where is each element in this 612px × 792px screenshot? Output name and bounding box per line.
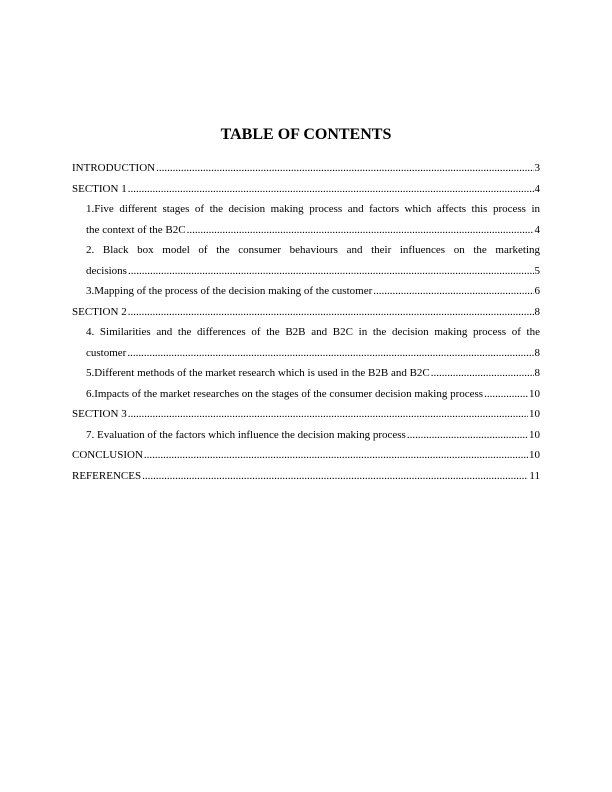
toc-entry-text: SECTION 1	[72, 182, 127, 195]
toc-entry-text: CONCLUSION	[72, 449, 143, 461]
toc-page-number: 10	[529, 408, 540, 420]
dot-leader	[127, 343, 533, 364]
toc-page-number: 10	[529, 428, 540, 441]
dot-leader	[144, 445, 528, 466]
toc-page-number: 8	[534, 305, 540, 318]
toc-entry-section-2[interactable]	[72, 302, 540, 323]
toc-entry-text: decisions	[86, 264, 127, 277]
toc-entry-section-3[interactable]	[72, 404, 540, 425]
toc-entry-text: INTRODUCTION	[72, 162, 156, 174]
toc-entry-text: 6.Impacts of the market researches on the stages of the consumer decision making process	[86, 387, 484, 400]
dot-leader	[407, 425, 528, 446]
dot-leader	[142, 466, 528, 487]
toc-page-number: 10	[529, 449, 540, 461]
dot-leader	[128, 179, 534, 200]
dot-leader	[187, 220, 534, 241]
dot-leader	[128, 261, 534, 282]
toc-entry-5[interactable]	[72, 363, 540, 384]
toc-entry-text: REFERENCES	[72, 469, 142, 482]
toc-entry-conclusion[interactable]	[72, 445, 540, 466]
toc-page-number: 3	[534, 162, 540, 174]
toc-page-number: 6	[534, 285, 540, 297]
toc-entry-references[interactable]	[72, 466, 540, 487]
toc-entry-text: 3.Mapping of the process of the decision making of the customer	[86, 285, 373, 297]
toc-entry-introduction[interactable]	[72, 158, 540, 179]
toc-entry-1[interactable]	[72, 199, 540, 240]
toc-entry-text: customer	[86, 346, 127, 359]
toc-page-number: 4	[534, 182, 540, 195]
toc-title: TABLE OF CONTENTS	[220, 126, 392, 143]
toc-entry-text: 5.Different methods of the market research which is used in the B2B and B2C	[86, 367, 430, 379]
dot-leader	[156, 158, 533, 179]
dot-leader	[128, 404, 528, 425]
toc-page-number: 10	[529, 387, 540, 400]
toc-entry-4[interactable]	[72, 322, 540, 363]
toc-entry-section-1[interactable]	[72, 179, 540, 200]
toc-entry-text: 7. Evaluation of the factors which influence the decision making process	[86, 428, 406, 441]
toc-entry-text: the context of the B2C	[86, 223, 186, 236]
toc-entry-7[interactable]	[72, 425, 540, 446]
toc-entry-text-line1: 2. Black box model of the consumer behaviours and their influences on the marketing	[86, 244, 540, 256]
dot-leader	[373, 281, 533, 302]
toc-entry-2[interactable]	[72, 240, 540, 281]
dot-leader	[128, 302, 534, 323]
toc-entry-text: SECTION 3	[72, 408, 127, 420]
table-of-contents	[72, 158, 540, 486]
toc-entry-6[interactable]	[72, 384, 540, 405]
dot-leader	[484, 384, 528, 405]
toc-entry-3[interactable]	[72, 281, 540, 302]
toc-page-number: 5	[534, 264, 540, 277]
toc-page-number: 11	[529, 469, 540, 482]
toc-entry-text: SECTION 2	[72, 305, 127, 318]
toc-page-number: 4	[534, 223, 540, 236]
toc-page-number: 8	[534, 367, 540, 379]
toc-entry-text-line1: 1.Five different stages of the decision making process and factors which affects this process in	[86, 203, 540, 215]
dot-leader	[431, 363, 534, 384]
toc-entry-text-line1: 4. Similarities and the differences of the B2B and B2C in the decision making process of the	[86, 326, 540, 338]
toc-page-number: 8	[534, 346, 540, 359]
